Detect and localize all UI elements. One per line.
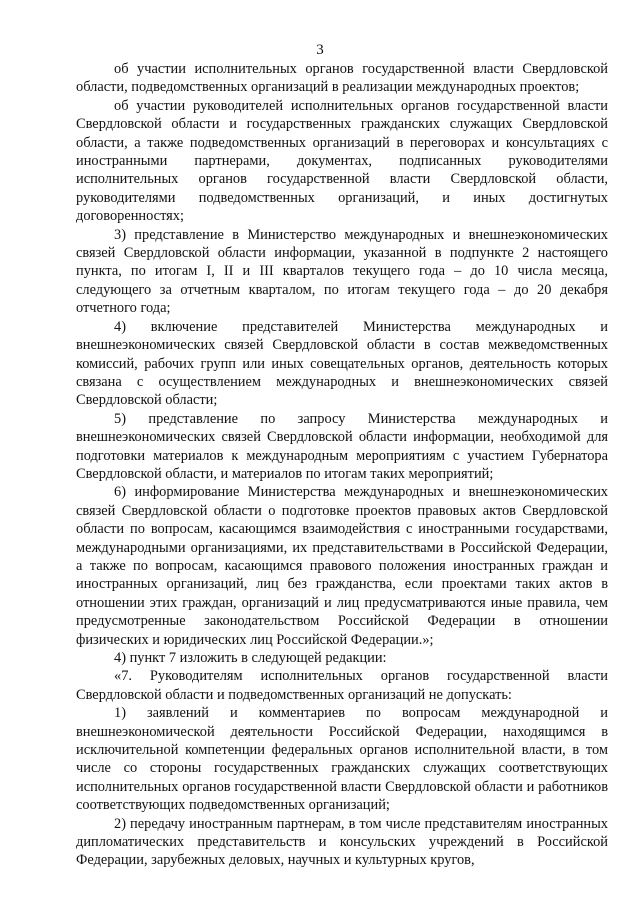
paragraph: «7. Руководителям исполнительных органов государственной власти Свердловской области и подведомственных организаций не допускать: <box>76 668 608 703</box>
paragraph: 4) пункт 7 изложить в следующей редакции: <box>114 650 387 666</box>
paragraph: 3) представление в Министерство международных и внешнеэкономических связей Свердловской области информации, указанной в подпункте 2 настоящего пункта, по итогам I, II и III кварталов текущего года – до 10 числа месяца, следующего за отчетным кварталом, по итогам текущего года – до 20 декабря отчетного года; <box>76 226 608 317</box>
paragraph: 2) передачу иностранным партнерам, в том числе представителям иностранных дипломатических представительств и консульских учреждений в Российской Федерации, зарубежных деловых, научных и культурных кругов, <box>76 815 608 869</box>
paragraph: 1) заявлений и комментариев по вопросам международной и внешнеэкономической деятельности Российской Федерации, находящимся в исключительной компетенции федеральных органов исполнительной власти, в том числе со стороны государственных гражданских служащих соответствующих исполнительных органов государственной власти Свердловской области и работников соответствующих подведомственных организаций; <box>76 705 608 814</box>
paragraph: 4) включение представителей Министерства международных и внешнеэкономических связей Свердловской области в состав межведомственных комиссий, рабочих групп или иных совещательных органов, деятельность которых связана с осуществлением международных и внешнеэкономических связей Свердловской области; <box>76 318 608 409</box>
paragraph: 6) информирование Министерства международных и внешнеэкономических связей Свердловской области о подготовке проектов правовых актов Свердловской области по вопросам, касающимся взаимодействия с иностранными государствами, международными организациями, их представительствами в Российской Федерации, а также по вопросам, касающимся правового положения иностранных граждан и иностранных организаций, лиц без гражданства, если проектами таких актов в отношении этих граждан, организаций и лиц предусматриваются иные правила, чем предусмотренные законодательством Российской Федерации в отношении физических и юридических лиц Российской Федерации.»; <box>76 484 608 648</box>
document-body <box>76 60 608 870</box>
paragraph: об участии руководителей исполнительных органов государственной власти Свердловской области и государственных гражданских служащих Свердловской области, а также подведомственных организаций в переговорах и консультациях с иностранными партнерами, документах, подписанных руководителями исполнительных органов государственной власти Свердловской области, руководителями подведомственных организаций, и иных достигнутых договоренностях; <box>76 97 608 225</box>
paragraph: об участии исполнительных органов государственной власти Свердловской области, подведомственных организаций в реализации международных проектов; <box>76 61 608 96</box>
page-number: 3 <box>316 42 324 58</box>
paragraph: 5) представление по запросу Министерства международных и внешнеэкономических связей Свердловской области информации, необходимой для подготовки материалов к международным мероприятиям с участием Губернатора Свердловской области, и материалов по итогам таких мероприятий; <box>76 410 608 482</box>
